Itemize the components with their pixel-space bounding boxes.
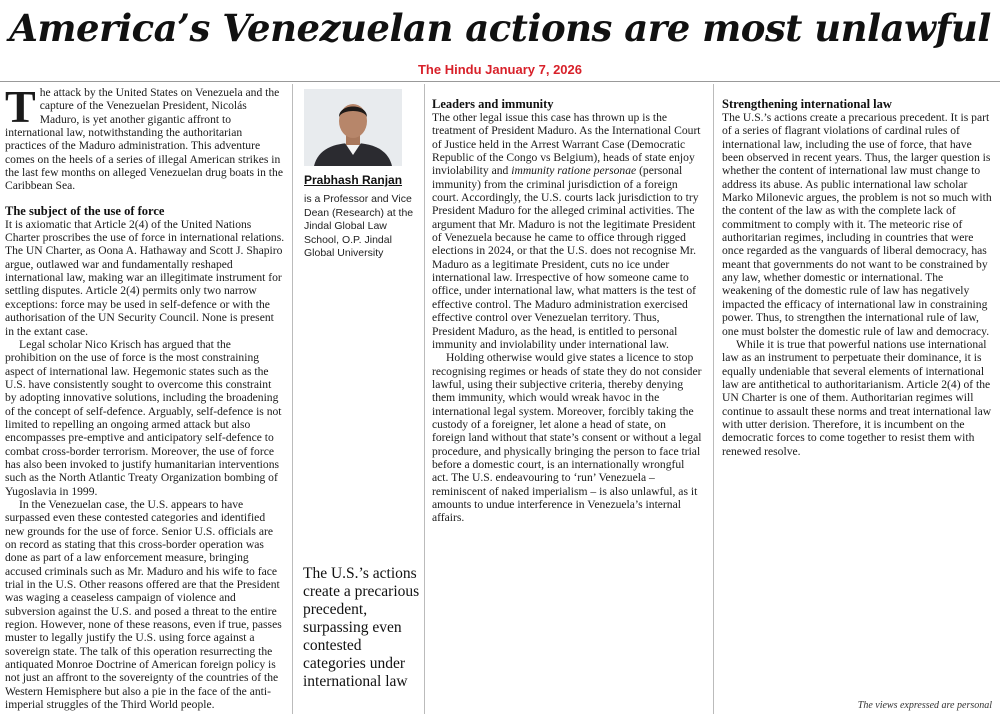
header-rule <box>0 81 1000 82</box>
text-run: (personal immunity) from the criminal jurisdiction of a foreign court. Accordingly, the U.S. courts lack jurisdiction to try President Maduro for the alleged criminal activities. The argument that Mr. Maduro is not the legitimate President of Venezuela because he came to office through rigged elections in 2024, or that the U.S. does not recognise Mr. Maduro as a legitimate President, cuts no ice under international law. Irrespective of how someone came to office, under international law, what matters is the test of effective control. The Maduro administration exercised effective control over Venezuelan territory. Thus, President Maduro, as the head, is entitled to personal immunity and inviolability under international law. <box>432 164 699 351</box>
section-heading: Strengthening international law <box>722 97 892 111</box>
author-name: Prabhash Ranjan <box>304 173 403 187</box>
footnote: The views expressed are personal <box>857 700 992 711</box>
section-heading: Leaders and immunity <box>432 97 554 111</box>
section-heading: The subject of the use of force <box>5 203 165 218</box>
author-bio: is a Professor and Vice Dean (Research) at the Jindal Global Law School, O.P. Jindal Global University <box>304 193 414 260</box>
column-divider <box>292 84 293 714</box>
italic-term: immunity ratione personae <box>511 164 637 178</box>
author-photo <box>304 89 402 166</box>
paragraph: While it is true that powerful nations use international law as an instrument to perpetuate their dominance, it is equally undeniable that several elements of international law are antithetical to authoritarianism. Article 2(4) of the UN Charter is one of them. Authoritarian regimes will continue to assault these norms and treat international law with utter derision. Therefore, it is incumbent on the democratic forces to come together to resist them with renewed resolve. <box>722 337 992 458</box>
dropcap: T <box>5 86 36 132</box>
column-divider <box>713 84 714 714</box>
paragraph: The U.S.’s actions create a precarious precedent. It is part of a series of flagrant violations of cardinal rules of international law, including the use of force, that have been observed in recent years. Thus, the larger question is whether the content of international law must change to address its abuse. As public international law scholar Marko Milonevic argues, the problem is not so much with the content of the law as with the complete lack of commitment to comply with it. The meteoric rise of authoritarian regimes, including in countries that were once regarded as the vanguards of liberal democracy, has meant that governments do not want to be constrained by any law, whether domestic or international. The weakening of the domestic rule of law has negatively impacted the efficacy of international law in constraining power. Thus, to strengthen the international rule of law, one must bolster the domestic rule of law and democracy. <box>722 111 992 338</box>
column-divider <box>424 84 425 714</box>
article-column-3 <box>432 86 702 716</box>
intro-paragraph: he attack by the United States on Venezuela and the capture of the Venezuelan President, Nicolás Maduro, is yet another gigantic affront to international law, notwithstanding the authoritarian practices of the Maduro administration. This adventure comes on the heels of a series of illegal American strikes in the last few months on alleged Venezuelan drug boats in the Caribbean Sea. <box>5 86 283 193</box>
paragraph: Legal scholar Nico Krisch has argued that the prohibition on the use of force is the most constraining aspect of international law. Hegemonic states such as the U.S. have consistently sought to overcome this constraint by adopting innovative solutions, including the broadening of the concept of self-defence. Arguably, self-defence is not limited to repelling an ongoing armed attack but also encompasses pre-emptive and anticipatory self-defence to combat cross-border terrorism. Moreover, the use of force has also been invoked to justify humanitarian interventions such as the North Atlantic Treaty Organization bombing of Yugoslavia in 1999. <box>5 337 282 498</box>
author-portrait-icon <box>304 89 402 166</box>
headline: America’s Venezuelan actions are most unlawful <box>9 6 991 50</box>
paragraph: In the Venezuelan case, the U.S. appears to have surpassed even these contested categories and identified new grounds for the use of force. Senior U.S. officials are on record as stating that this cross-border operation was done as part of a law enforcement measure, bringing accused criminals such as Mr. Maduro and his wife to face trial in the U.S. Other reasons offered are that the President was waging a ceaseless campaign of violence and subversion against the U.S. and posed a threat to the entire region. However, none of these reasons, even if true, passes muster to legally justify the U.S. using force against a sovereign state. The talk of this operation resurrecting the antiquated Monroe Doctrine of American foreign policy is not just an affront to the sovereignty of the countries of the Western Hemisphere but also a pie in the face of the anti-imperial struggles of the Third World people. <box>5 497 282 712</box>
article-column-1 <box>5 86 285 716</box>
pull-quote: The U.S.’s actions create a precarious precedent, surpassing even contested categories under international law <box>303 565 420 690</box>
paragraph: It is axiomatic that Article 2(4) of the United Nations Charter proscribes the use of force in international relations. The UN Charter, as Oona A. Hathaway and Scott J. Shapiro argue, outlawed war and fundamentally reshaped international law, making war an illegitimate instrument for settling disputes. Article 2(4) permits only two narrow exceptions: force may be used in self-defence or with the authorisation of the UN Security Council. None is present in the extant case. <box>5 217 285 338</box>
text-run: The other legal issue this case has thrown up is the treatment of President Maduro. As the International Court of Justice held in the Arrest Warrant Case (Democratic Republic of the Congo vs Belgium), heads of state enjoy inviolability and <box>432 111 701 178</box>
dateline: The Hindu January 7, 2026 <box>417 62 582 77</box>
paragraph <box>432 111 702 351</box>
paragraph: Holding otherwise would give states a licence to stop recognising regimes or heads of state they do not consider lawful, using their subjective criteria, thereby denying them immunity, which would wreak havoc in the international legal system. Moreover, forcibly taking the custody of a foreigner, let alone a head of state, on foreign land without that state’s consent or without a legal procedure, and physically bringing the person to face trial before a domestic court, is an internationally wrongful act. The U.S. endeavouring to ‘run’ Venezuela – reminiscent of naked imperialism – is also unlawful, as it amounts to undue interference in Venezuela’s internal affairs. <box>432 351 702 525</box>
article-column-4 <box>722 86 994 686</box>
